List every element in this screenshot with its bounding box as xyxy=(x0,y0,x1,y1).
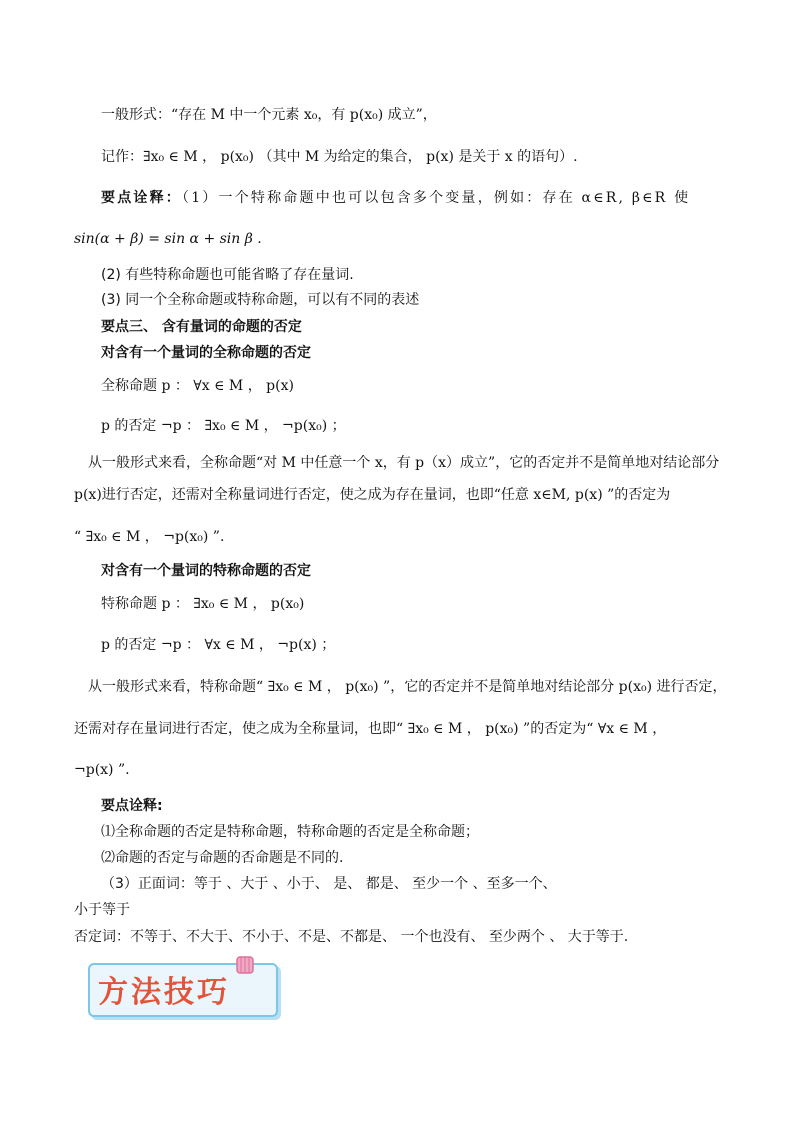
paper-clip-icon xyxy=(234,955,256,975)
existential-prop: 特称命题 p ： ∃x₀ ∈ M ， p(x₀) xyxy=(101,596,305,612)
general-form-line: 一般形式：“存在 M 中一个元素 x₀，有 p(x₀) 成立”， xyxy=(101,107,437,123)
note-line-1 xyxy=(101,189,690,207)
universal-prop: 全称命题 p ： ∀x ∈ M ， p(x) xyxy=(101,378,294,394)
universal-negation: p 的否定 ¬p ： ∃x₀ ∈ M ， ¬p(x₀) ； xyxy=(101,418,346,434)
universal-explain-2: p(x)进行否定，还需对全称量词进行否定，使之成为存在量词，也即“任意 x∈M, p(x) ”的否定为 xyxy=(74,487,671,503)
note-text: （1）一个特称命题中也可以包含多个变量，例如：存在 α∈R, β∈R 使 xyxy=(182,190,691,206)
existential-explain-3: ¬p(x) ”. xyxy=(74,762,130,778)
note-item-2: ⑵命题的否定与命题的否命题是不同的. xyxy=(101,850,344,866)
existential-explain-1: 从一般形式来看，特称命题“ ∃x₀ ∈ M ， p(x₀) ”，它的否定并不是简单地对结论部分 p(x₀) 进行否定， xyxy=(88,679,727,695)
note-label: 要点诠释： xyxy=(101,190,182,206)
existential-explain-2: 还需对存在量词进行否定，使之成为全称量词，也即“ ∃x₀ ∈ M ， p(x₀) ”的否定为“ ∀x ∈ M ， xyxy=(74,721,667,737)
section-heading: 要点三、 含有量词的命题的否定 xyxy=(101,319,302,335)
note-item-1: ⑴全称命题的否定是特称命题，特称命题的否定是全称命题； xyxy=(101,824,479,840)
note-heading-2: 要点诠释: xyxy=(101,798,163,814)
banner-title: 方法技巧 xyxy=(98,975,230,1010)
note-line-3: (3) 同一个全称命题或特称命题，可以有不同的表述 xyxy=(101,292,420,308)
existential-negation: p 的否定 ¬p ： ∀x ∈ M ， ¬p(x) ； xyxy=(101,637,336,653)
notation-line: 记作：∃x₀ ∈ M ， p(x₀) （其中 M 为给定的集合， p(x) 是关于 x 的语句）. xyxy=(101,149,578,165)
formula-line: sin(α + β) = sin α + sin β . xyxy=(74,231,262,247)
positive-words: （3）正面词：等于 、大于 、小于、 是、 都是、 至少一个 、至多一个、 xyxy=(101,876,557,892)
negative-words: 否定词：不等于、不大于、不小于、不是、不都是、 一个也没有、 至少两个 、 大于等于. xyxy=(74,929,629,945)
universal-explain-3: “ ∃x₀ ∈ M ， ¬p(x₀) ”. xyxy=(74,529,225,545)
note-line-2: (2) 有些特称命题也可能省略了存在量词. xyxy=(101,267,354,283)
subheading-existential: 对含有一个量词的特称命题的否定 xyxy=(101,563,311,579)
subheading-universal: 对含有一个量词的全称命题的否定 xyxy=(101,345,311,361)
method-banner xyxy=(84,955,280,1021)
positive-words-cont: 小于等于 xyxy=(74,902,130,918)
universal-explain-1: 从一般形式来看，全称命题“对 M 中任意一个 x，有 p（x）成立”，它的否定并不是简单地对结论部分 xyxy=(88,455,720,471)
